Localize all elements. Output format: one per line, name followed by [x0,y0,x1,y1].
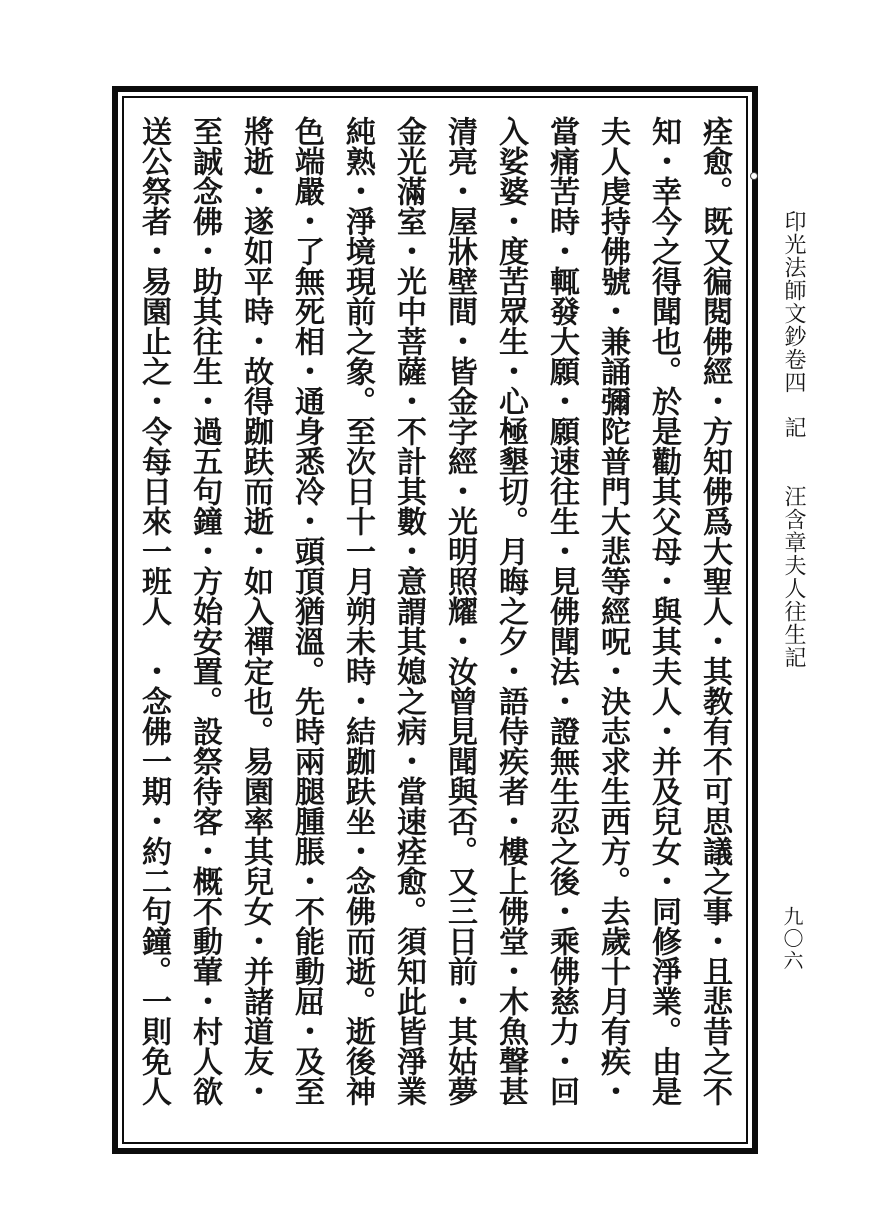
text-column: 送公祭者・易園止之・令每日來一班人 ・念佛一期・約二句鐘。一則免人 [137,116,170,1106]
margin-caption [779,210,810,669]
page-number: 九〇六 [780,906,802,972]
main-text [124,98,746,1142]
article-title: 汪含章夫人往生記 [782,485,807,669]
text-column: 清亮・屋牀壁間・皆金字經・光明照耀・汝曾見聞與否。又三日前・其姑夢 [443,116,476,1106]
text-column: 將逝・遂如平時・故得跏趺而逝・如入禪定也。易園率其兒女・并諸道友・ [239,116,272,1106]
text-column: 入娑婆・度苦眾生・心極墾切。月晦之夕・語侍疾者・樓上佛堂・木魚聲甚 [494,116,527,1106]
text-column: 知・幸今之得聞也。於是勸其父母・與其夫人・并及兒女・同修淨業。由是 [647,116,680,1106]
page-frame [112,86,758,1154]
text-block-frame [122,96,748,1144]
book-title: 印光法師文鈔卷四 [782,210,807,394]
text-column: 色端嚴・了無死相・通身悉冷・頭頂猶溫。先時兩腿腫脹・不能動屈・及至 [290,116,323,1106]
text-column: 至誠念佛・助其往生・過五句鐘・方始安置。設祭待客・概不動葷・村人欲 [188,116,221,1106]
print-artifact-dot [750,172,758,180]
text-column: 當痛苦時・輒發大願・願速往生・見佛聞法・證無生忍之後・乘佛慈力・回 [545,116,578,1106]
text-column: 金光滿室・光中菩薩・不計其數・意謂其媳之病・當速痊愈。須知此皆淨業 [392,116,425,1106]
text-column: 純熟・淨境現前之象。至次日十一月朔未時・結跏趺坐・念佛而逝。逝後神 [341,116,374,1106]
text-column: 夫人虔持佛號・兼誦彌陀普門大悲等經呪・決志求生西方。去歲十月有疾・ [596,116,629,1106]
section-label: 記 [782,416,807,439]
text-column: 痊愈。既又徧閱佛經・方知佛爲大聖人・其教有不可思議之事・且悲昔之不 [698,116,731,1106]
